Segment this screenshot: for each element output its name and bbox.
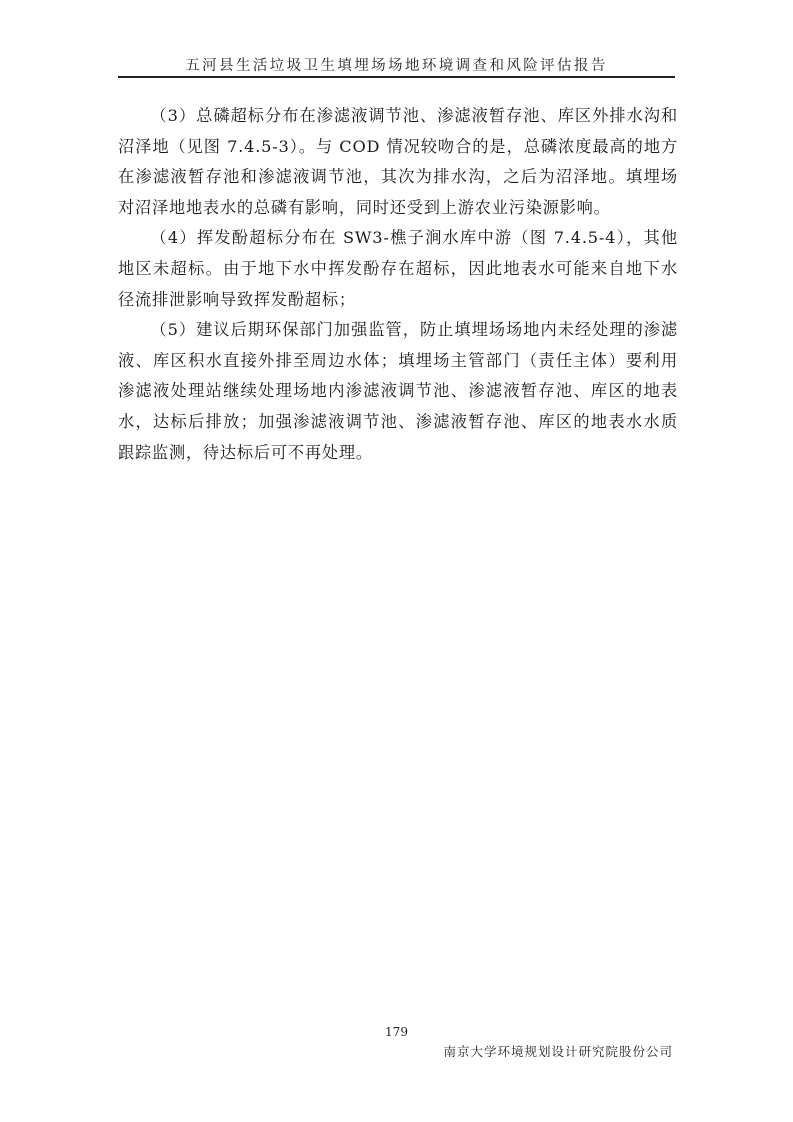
paragraph-recommendations: （5）建议后期环保部门加强监管，防止填埋场场地内未经处理的渗滤液、库区积水直接外排至周边水体；填埋场主管部门（责任主体）要利用渗滤液处理站继续处理场地内渗滤液调节池、渗滤液暂存池、库区的地表水，达标后排放；加强渗滤液调节池、渗滤液暂存池、库区的地表水水质跟踪监测，待达标后可不再处理。 [118, 320, 678, 462]
paragraph-volatile-phenol: （4）挥发酚超标分布在 SW3-樵子涧水库中游（图 7.4.5-4），其他地区未超标。由于地下水中挥发酚存在超标，因此地表水可能来自地下水径流排泄影响导致挥发酚超标； [118, 228, 678, 309]
document-body [118, 101, 678, 468]
header-divider [118, 76, 675, 78]
paragraph-total-phosphorus: （3）总磷超标分布在渗滤液调节池、渗滤液暂存池、库区外排水沟和沼泽地（见图 7.4.5-3）。与 COD 情况较吻合的是，总磷浓度最高的地方在渗滤液暂存池和渗滤液调节池，其次为排水沟，之后为沼泽地。填埋场对沼泽地地表水的总磷有影响，同时还受到上游农业污染源影响。 [118, 106, 678, 217]
footer-organization: 南京大学环境规划设计研究院股份公司 [443, 1044, 673, 1059]
page-number: 179 [385, 1025, 408, 1039]
page-header-title: 五河县生活垃圾卫生填埋场场地环境调查和风险评估报告 [185, 58, 608, 74]
